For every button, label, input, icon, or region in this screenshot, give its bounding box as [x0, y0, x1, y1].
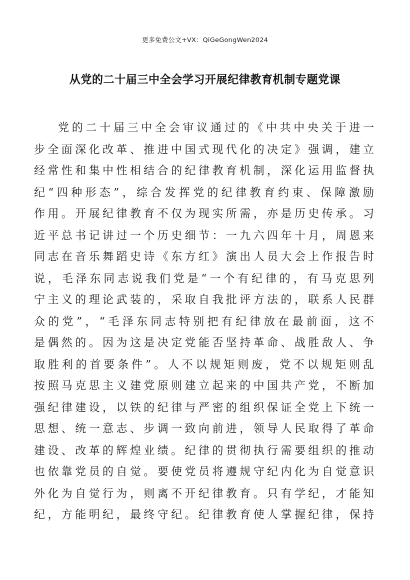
- paragraph-line: 纪，方能明纪，最终守纪。纪律教育使人掌握纪律，保持: [34, 508, 374, 521]
- paragraph-line: 宁主义的理论武装的，采取自我批评方法的，联系人民群: [34, 293, 374, 306]
- paragraph-line: 作用。开展纪律教育不仅为现实所需，亦是历史传承。习: [34, 207, 374, 220]
- paragraph-line: 强纪律建设，以铁的纪律与严密的组织保证全党上下统一: [34, 400, 374, 414]
- paragraph-line: 纪“四种形态”，综合发挥党的纪律教育约束、保障激励: [34, 185, 374, 199]
- paragraph-line: 也依靠党员的自觉。要使党员将遵规守纪内化为自觉意识: [34, 465, 374, 478]
- paragraph-line: 取胜利的首要条件”。人不以规矩则废，党不以规矩则乱: [34, 357, 374, 371]
- paragraph-line: 步全面深化改革、推进中国式现代化的决定》强调，建立: [34, 142, 374, 156]
- paragraph-line: 思想、统一意志、步调一致向前进，领导人民取得了革命: [34, 422, 374, 435]
- paragraph-line: 说，毛泽东同志说我们党是“一个有纪律的，有马克思列: [34, 271, 374, 285]
- paragraph-line: 同志在音乐舞蹈史诗《东方红》演出人员大会上作报告时: [34, 250, 374, 263]
- document-title: 从党的二十届三中全会学习开展纪律教育机制专题党课: [69, 73, 341, 86]
- header-note: 更多免费公文+VX：QiGeGongWen2024: [141, 36, 269, 44]
- paragraph-line: 党的二十届三中全会审议通过的《中共中央关于进一: [58, 121, 374, 134]
- paragraph-line: 建设、改革的辉煌业绩。纪律的贯彻执行需要组织的推动: [34, 443, 374, 457]
- paragraph-line: 外化为自觉行为，则离不开纪律教育。只有学纪，才能知: [34, 486, 374, 500]
- paragraph-line: 近平总书记讲过一个历史细节：一九六四年十月，周恩来: [34, 228, 374, 242]
- paragraph-line: 是偶然的。因为这是决定党能否坚持革命、战胜敌人、争: [34, 336, 374, 349]
- paragraph-line: 按照马克思主义建党原则建立起来的中国共产党，不断加: [34, 379, 374, 392]
- paragraph-line: 经常性和集中性相结合的纪律教育机制，深化运用监督执: [34, 164, 374, 177]
- paragraph-line: 众的党”，“毛泽东同志特别把有纪律放在最前面，这不: [34, 314, 374, 328]
- body-text: [34, 117, 374, 526]
